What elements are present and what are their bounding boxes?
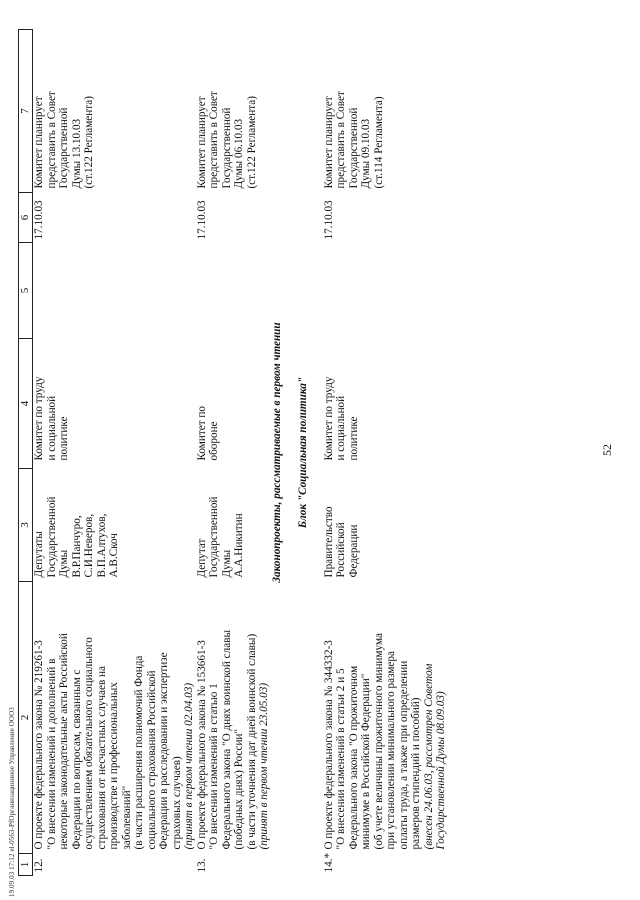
text-line: О проекте федерального закона № 344332-3 bbox=[322, 640, 335, 850]
text-line: Федерального закона "О днях воинской славы bbox=[220, 630, 233, 850]
text-line: социального страхования Российской bbox=[145, 670, 158, 850]
text-line: Федерации bbox=[347, 524, 360, 578]
text-line: страховых случаев) bbox=[170, 756, 183, 850]
text-line: (в части уточнения дат дней воинской славы) bbox=[245, 633, 258, 850]
text-line: обороне bbox=[208, 421, 220, 461]
column-5-cell bbox=[323, 243, 448, 339]
committee-plan bbox=[196, 30, 271, 193]
text-line: Федерации в расследовании и экспертизе bbox=[158, 652, 170, 850]
text-line: (об учете величины прожиточного минимума bbox=[372, 633, 385, 850]
text-line: (победных днях) России" bbox=[233, 729, 245, 850]
text-line: страхования от несчастных случаев на bbox=[95, 665, 108, 850]
bill-description bbox=[196, 582, 271, 854]
column-header-1: 1 bbox=[19, 854, 33, 876]
responsible-committee bbox=[196, 339, 271, 469]
responsible-committee bbox=[323, 339, 448, 469]
submission-note: (внесен 24.06.03, рассмотрен Советом bbox=[422, 663, 435, 850]
reading-status-note: (принят в первом чтении 02.04.03) bbox=[183, 682, 195, 850]
text-line: размеров стипендий и пособий) bbox=[410, 697, 422, 850]
text-line: Комитет по труду bbox=[322, 376, 335, 461]
text-line: Думы 06.10.03 bbox=[233, 118, 245, 189]
bill-description bbox=[323, 582, 448, 854]
text-line: Российской bbox=[335, 522, 347, 578]
date-cell: 17.10.03 bbox=[195, 200, 208, 240]
bill-author bbox=[323, 469, 448, 582]
page-number: 52 bbox=[600, 444, 614, 456]
column-header-row bbox=[19, 30, 33, 876]
text-line: (ст.114 Регламента) bbox=[372, 96, 385, 189]
text-line: Правительство bbox=[322, 506, 335, 578]
text-line: Депутат bbox=[195, 538, 208, 578]
footer-note: 19.09.03 17:12 el-0563-PfОрганизационное Управление ООО3 bbox=[8, 707, 16, 897]
row-number: 14.* bbox=[322, 852, 335, 873]
block-heading: Блок "Социальная политика" bbox=[296, 376, 309, 529]
text-line: и социальной bbox=[335, 395, 347, 461]
text-line: Федерального закона "О прожиточном bbox=[347, 665, 360, 850]
date-cell: 17.10.03 bbox=[33, 200, 45, 240]
text-line: Думы 13.10.03 bbox=[70, 118, 83, 189]
reading-status-note: (принят в первом чтении 23.05.03) bbox=[258, 682, 270, 850]
text-line: политике bbox=[58, 416, 70, 461]
text-line: В.П.Алтухов, bbox=[95, 513, 108, 578]
bill-description bbox=[33, 582, 196, 854]
committee-plan bbox=[33, 30, 196, 193]
column-header-5: 5 bbox=[19, 243, 33, 339]
text-line: (ст.122 Регламента) bbox=[83, 96, 95, 189]
text-line: некоторые законодательные акты Российской bbox=[58, 633, 70, 850]
text-line: Депутаты bbox=[33, 531, 45, 578]
text-line: Комитет планирует bbox=[195, 96, 208, 189]
text-line: (ст.122 Регламента) bbox=[245, 96, 258, 189]
text-line: О проекте федерального закона № 219261-3 bbox=[33, 640, 45, 850]
column-header-3: 3 bbox=[19, 469, 33, 582]
text-line: Комитет планирует bbox=[33, 96, 45, 189]
text-line: Комитет планирует bbox=[322, 96, 335, 189]
text-line: Государственной bbox=[220, 107, 233, 189]
text-line: В.Р.Панчуро, bbox=[70, 515, 83, 578]
agenda-table bbox=[18, 29, 448, 876]
row-number: 13. bbox=[195, 858, 208, 873]
column-5-cell bbox=[196, 243, 271, 339]
committee-plan bbox=[323, 30, 448, 193]
text-line: производстве и профессиональных bbox=[108, 682, 120, 850]
section-heading-row bbox=[271, 30, 297, 876]
text-line: Комитет по bbox=[195, 406, 208, 461]
column-header-4: 4 bbox=[19, 339, 33, 469]
column-header-7: 7 bbox=[19, 30, 33, 193]
text-line: Думы 09.10.03 bbox=[360, 118, 372, 189]
bill-author bbox=[33, 469, 196, 582]
table-row bbox=[33, 30, 196, 876]
text-line: Комитет по труду bbox=[33, 376, 45, 461]
responsible-committee bbox=[33, 339, 196, 469]
text-line: оплаты труда, а также при определении bbox=[397, 660, 410, 850]
text-line: осуществлением обязательного социального bbox=[83, 637, 95, 850]
row-number: 12. bbox=[33, 858, 45, 873]
bill-author bbox=[196, 469, 271, 582]
text-line: и социальной bbox=[45, 395, 58, 461]
column-header-6: 6 bbox=[19, 193, 33, 243]
date-cell: 17.10.03 bbox=[322, 200, 335, 240]
submission-note: Государственной Думы 08.09.03) bbox=[435, 691, 447, 850]
section-heading: Законопроекты, рассматриваемые в первом чтении bbox=[270, 322, 283, 583]
text-line: представить в Совет bbox=[335, 91, 347, 189]
text-line: (в части расширения полномочий Фонда bbox=[133, 655, 145, 850]
text-line: О проекте федерального закона № 153661-3 bbox=[195, 640, 208, 850]
text-line: "О внесении изменений в статью 1 bbox=[208, 683, 220, 850]
text-line: представить в Совет bbox=[45, 91, 58, 189]
text-line: Государственной bbox=[45, 496, 58, 578]
text-line: политике bbox=[347, 416, 360, 461]
text-line: Федерации по вопросам, связанным с bbox=[70, 669, 83, 850]
text-line: заболеваний" bbox=[120, 785, 133, 850]
table-row bbox=[323, 30, 448, 876]
column-5-cell bbox=[33, 243, 196, 339]
column-header-2: 2 bbox=[19, 582, 33, 854]
text-line: С.И.Неверов, bbox=[83, 513, 95, 578]
text-line: Думы bbox=[58, 549, 70, 578]
text-line: Государственной bbox=[347, 107, 360, 189]
text-line: "О внесении изменений в статьи 2 и 5 bbox=[335, 668, 347, 850]
table-row bbox=[196, 30, 271, 876]
text-line: при установлении минимального размера bbox=[385, 651, 397, 850]
text-line: минимуме в Российской Федерации" bbox=[360, 673, 372, 850]
text-line: Государственной bbox=[58, 107, 70, 189]
section-heading-row bbox=[297, 30, 323, 876]
text-line: представить в Совет bbox=[208, 91, 220, 189]
text-line: А.В.Скоч bbox=[108, 533, 120, 578]
text-line: Государственной bbox=[208, 496, 220, 578]
text-line: "О внесении изменений и дополнений в bbox=[45, 658, 58, 850]
text-line: А.А.Никитин bbox=[233, 513, 245, 578]
text-line: Думы bbox=[220, 549, 233, 578]
